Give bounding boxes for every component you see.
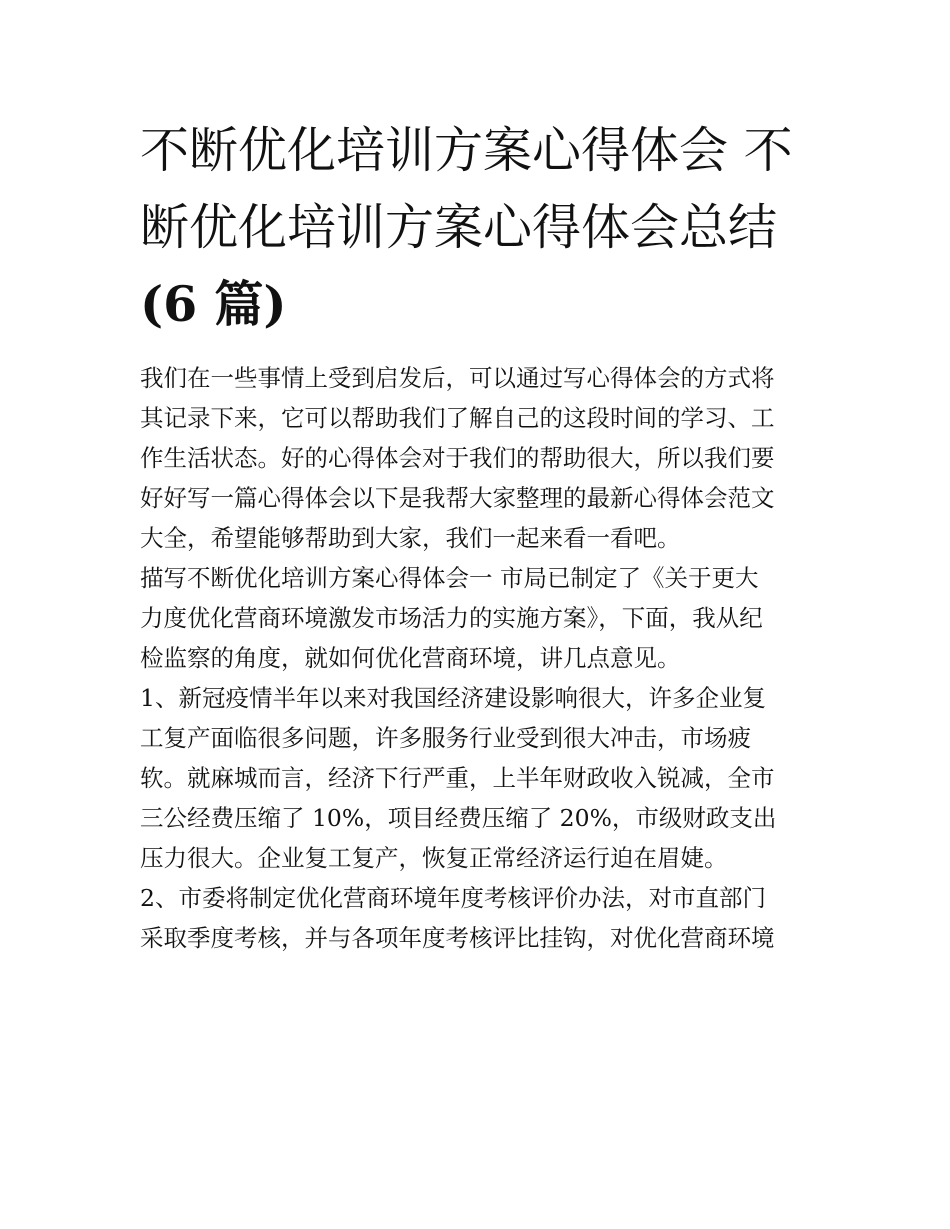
body-line: 好好写一篇心得体会以下是我帮大家整理的最新心得体会范文	[140, 484, 775, 512]
title-line: 断优化培训方案心得体会总结	[140, 199, 778, 256]
body-line: 软。就麻城而言，经济下行严重，上半年财政收入锐减，全市	[140, 764, 775, 792]
body-line: 工复产面临很多问题，许多服务行业受到很大冲击，市场疲	[140, 724, 751, 752]
document-title	[140, 112, 830, 343]
body-line: 大全，希望能够帮助到大家，我们一起来看一看吧。	[140, 524, 681, 552]
title-line: 不断优化培训方案心得体会 不	[140, 122, 793, 179]
body-line: 描写不断优化培训方案心得体会一 市局已制定了《关于更大	[140, 564, 759, 592]
body-line: 三公经费压缩了 10%，项目经费压缩了 20%，市级财政支出	[140, 804, 777, 832]
body-line: 其记录下来，它可以帮助我们了解自己的这段时间的学习、工	[140, 404, 775, 432]
body-line: 检监察的角度，就如何优化营商环境，讲几点意见。	[140, 644, 681, 672]
body-line: 力度优化营商环境激发市场活力的实施方案》，下面，我从纪	[140, 604, 763, 632]
body-line: 采取季度考核，并与各项年度考核评比挂钩，对优化营商环境	[140, 924, 775, 952]
body-line: 压力很大。企业复工复产，恢复正常经济运行迫在眉婕。	[140, 844, 728, 872]
title-line: (6 篇)	[140, 275, 287, 333]
document-body	[140, 358, 830, 958]
body-line: 作生活状态。好的心得体会对于我们的帮助很大，所以我们要	[140, 444, 775, 472]
body-line: 我们在一些事情上受到启发后，可以通过写心得体会的方式将	[140, 364, 775, 392]
body-line: 1、新冠疫情半年以来对我国经济建设影响很大，许多企业复	[140, 684, 766, 712]
body-line: 2、市委将制定优化营商环境年度考核评价办法，对市直部门	[140, 884, 766, 912]
